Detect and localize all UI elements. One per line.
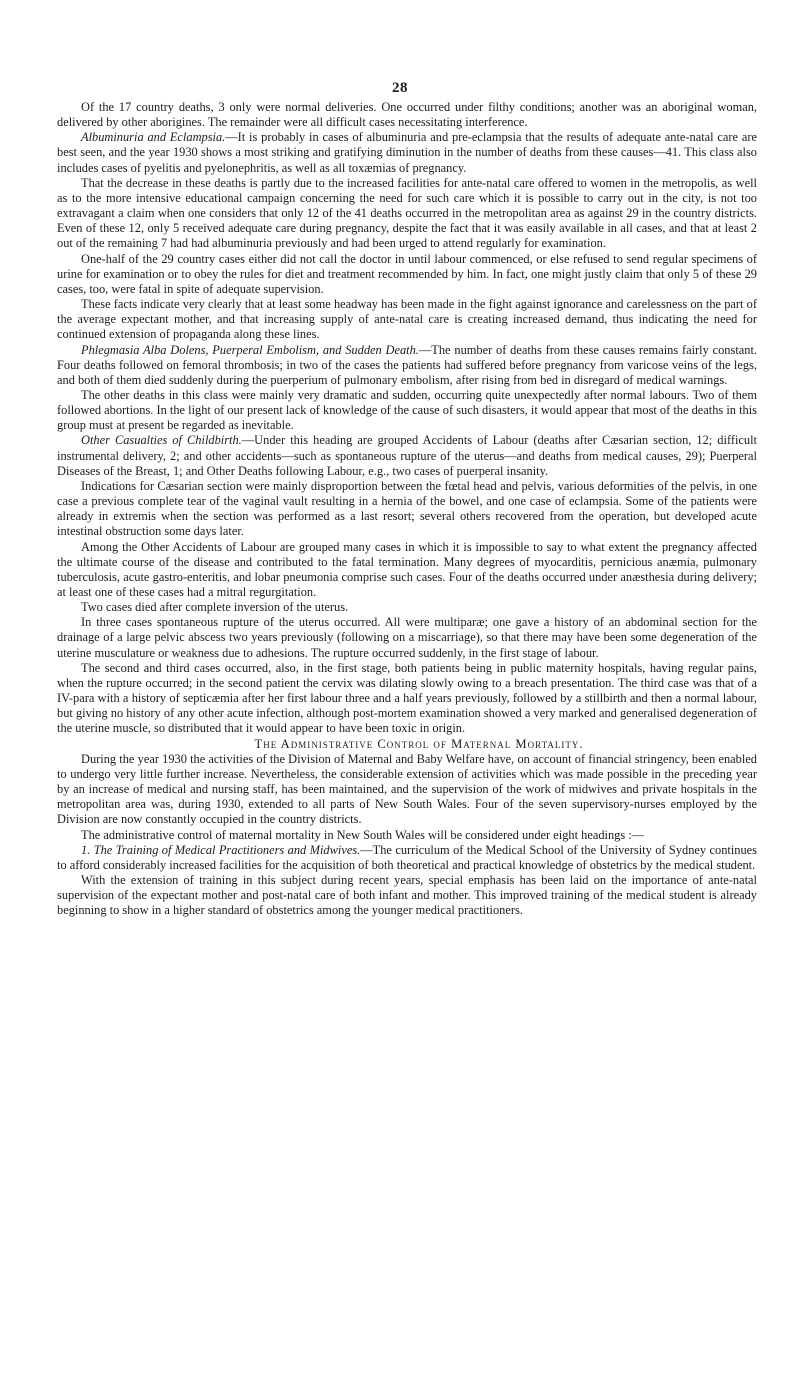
paragraph-text: During the year 1930 the activities of the Division of Maternal and Baby Welfare have, on account of financial stringency, been enabled to undergo very little further increase. Nevertheless, the considerable extension of activities which was made possible in the preceding year by an increase of medical and nursing staff, has been maintained, and the supervision of the work of midwives and private hospitals in the metropolitan area was, during 1930, extended to all parts of New South Wales. Four of the seven supervisory-nurses employed by the Division are now constantly occupied in the country districts.	[57, 751, 757, 827]
paragraph	[57, 615, 757, 660]
paragraph-text: Two cases died after complete inversion of the uterus.	[81, 600, 349, 615]
paragraph	[57, 252, 757, 297]
paragraph	[57, 176, 757, 252]
paragraph-text: —The curriculum of the Medical School of the University of Sydney continues to afford considerably increased facilities for the acquisition of both theoretical and practical knowledge of obstetrics by the medical student.	[57, 842, 757, 872]
page-number: 28	[392, 80, 408, 96]
paragraph-text: —The number of deaths from these causes remains fairly constant. Four deaths followed on femoral thrombosis; in two of the cases the patients had suffered before pregnancy from varicose veins of the legs, and both of them died suddenly during the puerperium of pulmonary embolism, after rising from bed in disregard of medical warnings.	[57, 342, 757, 387]
paragraph	[57, 828, 757, 843]
paragraph-heading: Albuminuria and Eclampsia.	[81, 130, 226, 145]
paragraph	[57, 540, 757, 601]
paragraph	[57, 343, 757, 388]
paragraph	[57, 752, 757, 828]
paragraph-text: —Under this heading are grouped Accidents of Labour (deaths after Cæsarian section, 12; difficult instrumental delivery, 2; and other accidents—such as spontaneous rupture of the uterus—and deaths from medical causes, 29); Puerperal Diseases of the Breast, 1; and Other Deaths following Labour, e.g., two cases of puerperal insanity.	[57, 433, 757, 478]
paragraph	[57, 600, 757, 615]
paragraph	[57, 479, 757, 540]
paragraph-text: Among the Other Accidents of Labour are grouped many cases in which it is impossible to say to what extent the pregnancy affected the ultimate course of the disease and contributed to the fatal termination. Many degrees of myocarditis, pernicious anæmia, pulmonary tuberculosis, acute gastro-enteritis, and lobar pneumonia comprise such cases. Four of the deaths occurred under anæsthesia during delivery; at least one of these cases had a mitral regurgitation.	[57, 539, 757, 599]
paragraph-heading: 1. The Training of Medical Practitioners and Midwives.	[81, 842, 361, 857]
paragraph-heading: Other Casualties of Childbirth.	[81, 433, 242, 448]
paragraph-heading: Phlegmasia Alba Dolens, Puerperal Embolism, and Sudden Death.	[81, 342, 419, 357]
paragraph-text: One-half of the 29 country cases either did not call the doctor in until labour commenced, or else refused to send regular specimens of urine for examination or to obey the rules for diet and treatment recommended by him. In fact, one might justly claim that only 5 of these 29 cases, too, were fatal in spite of adequate supervision.	[57, 251, 757, 296]
paragraph-text: The administrative control of maternal mortality in New South Wales will be considered under eight headings :—	[81, 827, 645, 842]
paragraph	[57, 297, 757, 342]
paragraph-text: The other deaths in this class were mainly very dramatic and sudden, occurring quite unexpectedly after normal labours. Two of them followed abortions. In the light of our present lack of knowledge of the cause of such disasters, it would appear that most of the deaths in this group must at present be regarded as inevitable.	[57, 387, 757, 433]
paragraph	[57, 843, 757, 873]
paragraph-text: —It is probably in cases of albuminuria and pre-eclampsia that the results of adequate ante-natal care are best seen, and the year 1930 shows a most striking and gratifying diminution in the number of deaths from these causes—41. This class also includes cases of pyelitis and pyelonephritis, as well as all toxæmias of pregnancy.	[57, 130, 757, 175]
paragraph-text: These facts indicate very clearly that at least some headway has been made in the fight against ignorance and carelessness on the part of the average expectant mother, and that increasing supply of ante-natal care is creating increased demand, thus indicating the need for continued extension of propaganda along these lines.	[57, 297, 757, 342]
paragraph	[57, 130, 757, 175]
paragraph-text: That the decrease in these deaths is partly due to the increased facilities for ante-natal care offered to women in the metropolis, as well as to the more intensive educational campaign concerning the need for such care which it is possible to carry out in the city, is not too extravagant a claim when one considers that only 12 of the 41 deaths occurred in the metropolitan area as against 29 in the country districts. Even of these 12, only 5 received adequate care during pregnancy, despite the fact that it was easily available in all cases, and that at least 2 out of the remaining 7 had had albuminuria previously and had been urged to attend regularly for examination.	[57, 175, 757, 251]
paragraph	[57, 661, 757, 737]
paragraph	[57, 100, 757, 130]
paragraph-text: With the extension of training in this subject during recent years, special emphasis has been laid on the importance of ante-natal supervision of the expectant mother and post-natal care of both infant and mother. This improved training of the medical student is already beginning to show in a higher standard of obstetrics among the younger medical practitioners.	[57, 872, 757, 918]
document-body	[57, 100, 757, 918]
paragraph-text: Indications for Cæsarian section were mainly disproportion between the fœtal head and pelvis, various deformities of the pelvis, in one case a previous complete tear of the vaginal vault resulting in a hernia of the bowel, and one case of eclampsia. Some of the patients were already in extremis when the section was performed as a last resort; several others recovered from the operation, but developed acute intestinal obstruction some days later.	[57, 478, 757, 539]
paragraph	[57, 873, 757, 918]
paragraph-text: In three cases spontaneous rupture of the uterus occurred. All were multiparæ; one gave a history of an abdominal section for the drainage of a large pelvic abscess two years previously (following on a miscarriage), so that there may have been some degeneration of the uterine musculature or weakness due to adhesions. The rupture occurred suddenly, in the first stage of labour.	[57, 615, 757, 660]
paragraph-text: Of the 17 country deaths, 3 only were normal deliveries. One occurred under filthy conditions; another was an aboriginal woman, delivered by other aborigines. The remainder were all difficult cases necessitating interference.	[57, 100, 757, 130]
section-heading: The Administrative Control of Maternal Mortality.	[254, 736, 584, 751]
paragraph-text: The second and third cases occurred, also, in the first stage, both patients being in public maternity hospitals, having regular pains, when the rupture occurred; in the second patient the cervix was dilating slowly owing to a breach presentation. The third case was that of a IV-para with a history of septicæmia after her first labour three and a half years previously, followed by a stillbirth and then a normal labour, but giving no history of any other acute infection, although post-mortem examination showed a very marked and generalised degeneration of the uterine muscle, so distributed that it would appear to have been toxic in origin.	[57, 660, 757, 736]
paragraph	[57, 433, 757, 478]
paragraph	[57, 388, 757, 433]
